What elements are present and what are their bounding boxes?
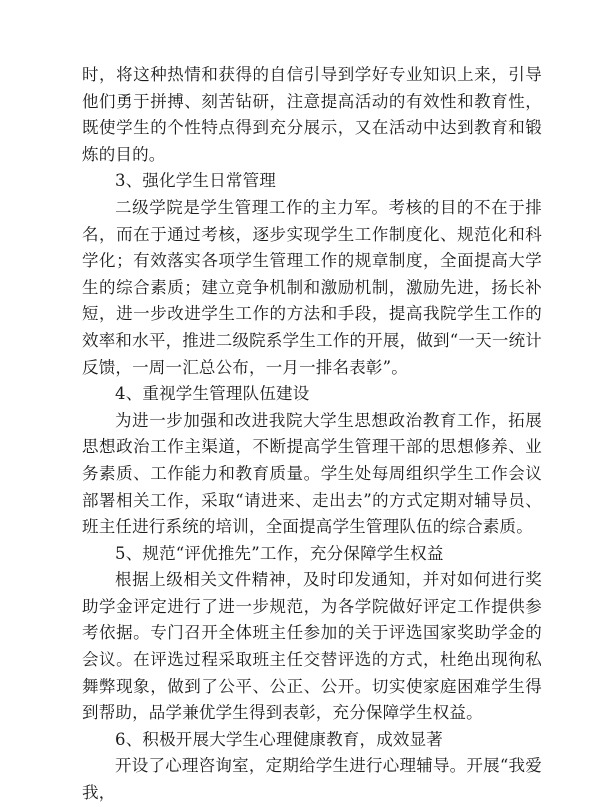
paragraph-continuation: 时，将这种热情和获得的自信引导到学好专业知识上来，引导他们勇于拼搏、刻苦钻研，注意提高活动的有效性和教育性，既使学生的个性特点得到充分展示，又在活动中达到教育和锻炼的目的。 (82, 65, 542, 164)
section-heading-5: 5、规范“评优推先”工作，充分保障学生权益 (115, 543, 444, 563)
document-page (82, 62, 542, 807)
paragraph-mental-health: 开设了心理咨询室，定期给学生进行心理辅导。开展“我爱我， (82, 756, 542, 803)
paragraph-daily-management: 二级学院是学生管理工作的主力军。考核的目的不在于排名，而在于通过考核，逐步实现学生工作制度化、规范化和科学化；有效落实各项学生管理工作的规章制度，全面提高大学生的综合素质；建立竞争机制和激励机制，激励先进，扬长补短，进一步改进学生工作的方法和手段，提高我院学生工作的效率和水平，推进二级院系学生工作的开展，做到“一天一统计反馈，一周一汇总公布，一月一排名表彰”。 (82, 197, 542, 377)
paragraph-team-building: 为进一步加强和改进我院大学生思想政治教育工作，拓展思想政治工作主渠道，不断提高学生管理干部的思想修养、业务素质、工作能力和教育质量。学生处每周组织学生工作会议部署相关工作，采取“请进来、走出去”的方式定期对辅导员、班主任进行系统的培训，全面提高学生管理队伍的综合素质。 (82, 410, 542, 537)
section-heading-3: 3、强化学生日常管理 (115, 171, 276, 191)
section-heading-6: 6、积极开展大学生心理健康教育，成效显著 (115, 729, 443, 749)
section-heading-4: 4、重视学生管理队伍建设 (115, 384, 310, 404)
paragraph-awards-evaluation: 根据上级相关文件精神，及时印发通知，并对如何进行奖助学金评定进行了进一步规范，为各学院做好评定工作提供参考依据。专门召开全体班主任参加的关于评选国家奖助学金的会议。在评选过程采取班主任交替评选的方式，杜绝出现徇私舞弊现象，做到了公平、公正、公开。切实使家庭困难学生得到帮助，品学兼优学生得到表彰，充分保障学生权益。 (82, 570, 542, 723)
